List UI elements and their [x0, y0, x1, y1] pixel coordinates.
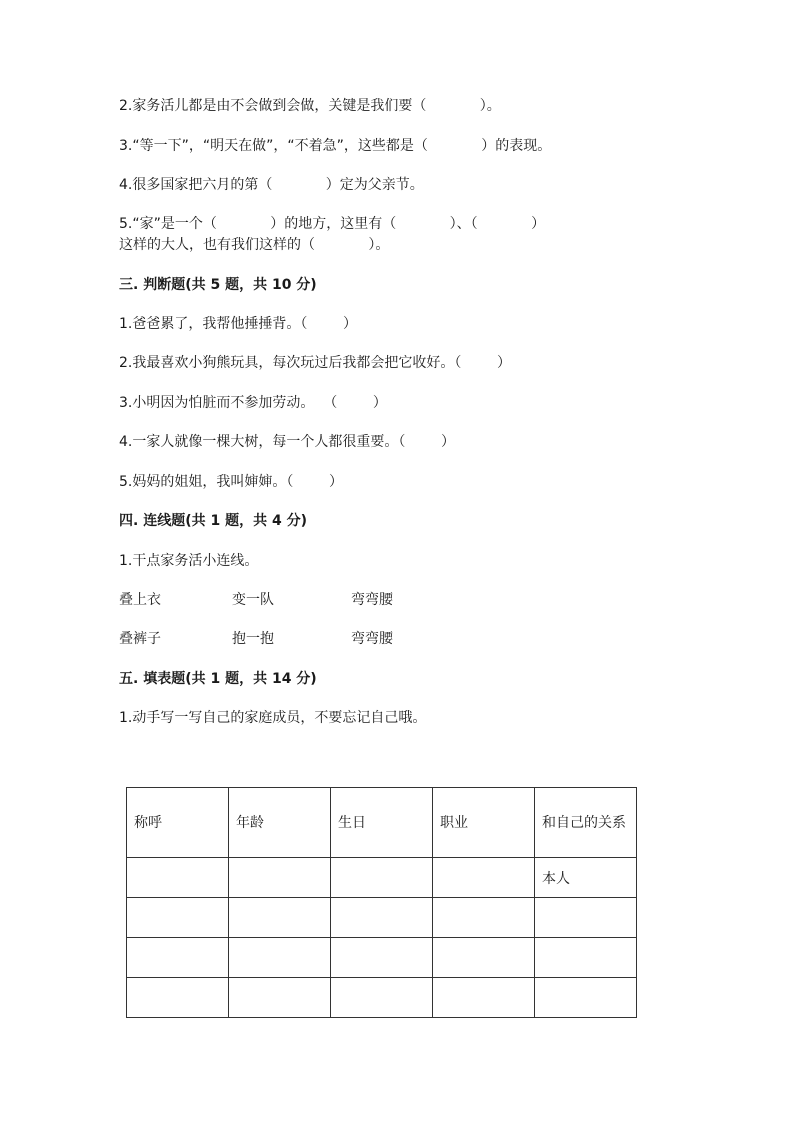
table-cell[interactable]: [229, 978, 331, 1018]
table-cell[interactable]: [433, 898, 535, 938]
table-cell[interactable]: [229, 898, 331, 938]
table-header-cell: 生日: [331, 788, 433, 858]
table-cell[interactable]: [127, 978, 229, 1018]
table-row: [127, 938, 637, 978]
matching-item: 抱一抱: [232, 631, 274, 647]
judge-item-5: 5.妈妈的姐姐，我叫婶婶。（ ）: [119, 474, 343, 490]
matching-item: 叠裤子: [119, 631, 161, 647]
table-cell[interactable]: [229, 858, 331, 898]
table-cell[interactable]: [127, 858, 229, 898]
matching-row: [119, 590, 719, 610]
table-header-cell: 和自己的关系: [535, 788, 637, 858]
matching-item: 叠上衣: [119, 592, 161, 608]
table-header-row: [127, 788, 637, 858]
table-cell[interactable]: [433, 938, 535, 978]
matching-item: 弯弯腰: [351, 592, 393, 608]
table-cell[interactable]: [229, 938, 331, 978]
table-row: [127, 898, 637, 938]
section-3-title: 三. 判断题(共 5 题，共 10 分): [119, 277, 317, 293]
table-cell[interactable]: [433, 858, 535, 898]
table-row: [127, 978, 637, 1018]
matching-row: [119, 629, 719, 649]
fill-question-2: 2.家务活儿都是由不会做到会做，关键是我们要（ ）。: [119, 98, 501, 114]
judge-item-4: 4.一家人就像一棵大树，每一个人都很重要。（ ）: [119, 434, 455, 450]
table-cell[interactable]: [535, 938, 637, 978]
table-cell: 本人: [535, 858, 637, 898]
table-cell[interactable]: [535, 978, 637, 1018]
fill-question-4: 4.很多国家把六月的第（ ）定为父亲节。: [119, 177, 424, 193]
table-question: 1.动手写一写自己的家庭成员，不要忘记自己哦。: [119, 710, 427, 726]
table-row: [127, 858, 637, 898]
table-cell[interactable]: [535, 898, 637, 938]
table-header-cell: 称呼: [127, 788, 229, 858]
matching-item: 弯弯腰: [351, 631, 393, 647]
table-cell[interactable]: [331, 858, 433, 898]
table-cell[interactable]: [331, 938, 433, 978]
table-cell[interactable]: [127, 938, 229, 978]
table-cell[interactable]: [127, 898, 229, 938]
judge-item-1: 1.爸爸累了，我帮他捶捶背。（ ）: [119, 316, 357, 332]
matching-question: 1.干点家务活小连线。: [119, 553, 259, 569]
section-4-title: 四. 连线题(共 1 题，共 4 分): [119, 513, 307, 529]
fill-question-3: 3.“等一下”，“明天在做”，“不着急”，这些都是（ ）的表现。: [119, 138, 552, 154]
fill-question-5: 5.“家”是一个（ ）的地方，这里有（ ）、（ ）: [119, 216, 546, 232]
table-cell[interactable]: [331, 898, 433, 938]
judge-item-3: 3.小明因为怕脏而不参加劳动。 （ ）: [119, 395, 387, 411]
fill-question-5-continued: 这样的大人，也有我们这样的（ ）。: [119, 237, 390, 253]
judge-item-2: 2.我最喜欢小狗熊玩具，每次玩过后我都会把它收好。（ ）: [119, 355, 511, 371]
family-members-table: [126, 787, 637, 1018]
table-cell[interactable]: [331, 978, 433, 1018]
table-header-cell: 年龄: [229, 788, 331, 858]
section-5-title: 五. 填表题(共 1 题，共 14 分): [119, 671, 317, 687]
matching-item: 变一队: [232, 592, 274, 608]
table-cell[interactable]: [433, 978, 535, 1018]
table-header-cell: 职业: [433, 788, 535, 858]
